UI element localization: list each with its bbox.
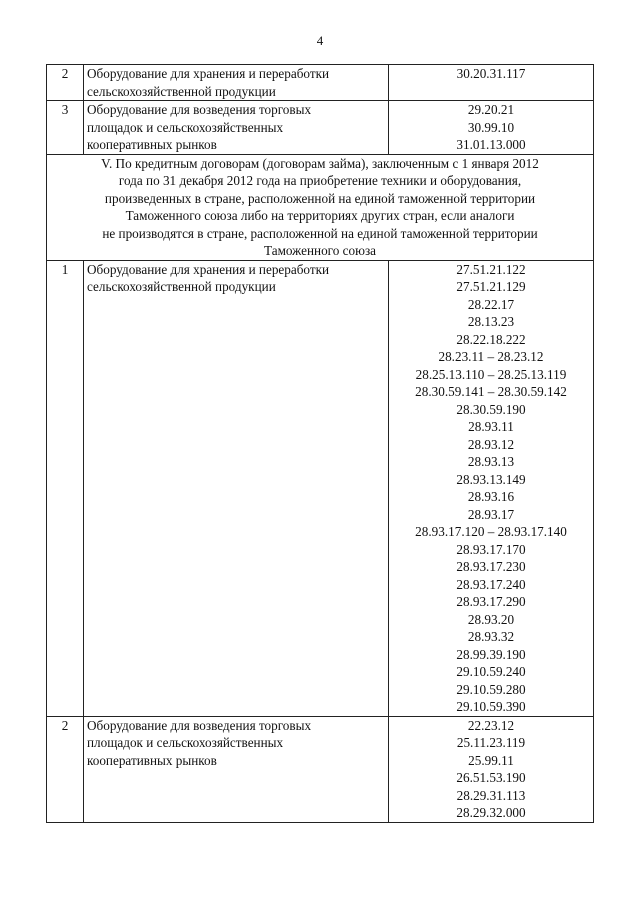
code: 28.30.59.141 – 28.30.59.142 <box>415 384 567 399</box>
description-line: Оборудование для хранения и переработки <box>87 66 330 81</box>
code: 28.29.31.113 <box>456 787 526 803</box>
row-number: 3 <box>47 101 84 155</box>
code: 28.93.11 <box>468 419 514 434</box>
code: 28.93.17.230 <box>456 559 526 574</box>
row-description <box>84 101 389 155</box>
equipment-table <box>46 64 594 823</box>
table-row <box>47 101 594 155</box>
row-codes <box>389 716 594 822</box>
code: 28.93.32 <box>467 629 515 644</box>
code: 28.93.12 <box>467 436 515 452</box>
code: 28.93.13.149 <box>456 471 526 487</box>
code: 22.23.12 <box>467 717 515 733</box>
code: 28.23.11 – 28.23.12 <box>438 349 544 364</box>
code: 28.30.59.190 <box>456 401 526 417</box>
code: 28.93.17.170 <box>456 541 526 557</box>
code: 28.93.17.120 – 28.93.17.140 <box>415 524 567 539</box>
description-line: площадок и сельскохозяйственных <box>87 735 284 750</box>
code: 28.13.23 <box>467 314 515 329</box>
code: 27.51.21.122 <box>456 261 526 277</box>
table-row <box>47 260 594 716</box>
code: 30.20.31.117 <box>456 66 526 81</box>
code: 25.11.23.119 <box>456 735 526 750</box>
code: 29.10.59.390 <box>456 699 526 714</box>
section-heading-line: не производятся в стране, расположенной на единой таможенной территории <box>102 225 538 241</box>
code: 28.93.20 <box>467 611 515 627</box>
code: 28.93.17.240 <box>456 576 526 592</box>
description-line: площадок и сельскохозяйственных <box>87 119 284 135</box>
section-heading-line: произведенных в стране, расположенной на единой таможенной территории <box>104 190 536 206</box>
description-line: сельскохозяйственной продукции <box>87 279 276 294</box>
section-heading-line: Таможенного союза <box>263 243 377 258</box>
code: 28.93.17 <box>467 506 515 522</box>
code: 28.99.39.190 <box>456 646 526 662</box>
description-line: сельскохозяйственной продукции <box>87 83 276 99</box>
table-row <box>47 716 594 822</box>
row-codes <box>389 260 594 716</box>
section-heading-line: года по 31 декабря 2012 года на приобретение техники и оборудования, <box>118 173 522 188</box>
code: 30.99.10 <box>467 119 515 135</box>
description-line: Оборудование для хранения и переработки <box>87 261 330 277</box>
code: 28.22.18.222 <box>456 331 526 347</box>
code: 28.25.13.110 – 28.25.13.119 <box>415 366 567 382</box>
code: 27.51.21.129 <box>456 279 526 294</box>
code: 25.99.11 <box>468 752 514 768</box>
section-heading-row <box>47 154 594 260</box>
description-line: кооперативных рынков <box>87 137 217 152</box>
code: 26.51.53.190 <box>456 770 526 785</box>
section-heading <box>47 154 594 260</box>
code: 28.29.32.000 <box>456 805 526 820</box>
description-line: Оборудование для возведения торговых <box>87 102 312 117</box>
row-number: 2 <box>47 716 84 822</box>
description-line: кооперативных рынков <box>87 752 217 768</box>
row-description <box>84 260 389 716</box>
section-heading-line: V. По кредитным договорам (договорам займа), заключенным с 1 января 2012 <box>101 155 539 171</box>
row-number: 2 <box>47 65 84 101</box>
table-row <box>47 65 594 101</box>
page-number: 4 <box>316 33 324 48</box>
row-description <box>84 716 389 822</box>
code: 29.10.59.240 <box>456 664 526 679</box>
code: 29.20.21 <box>467 102 515 117</box>
section-heading-line: Таможенного союза либо на территориях других стран, если аналоги <box>125 208 515 223</box>
code: 31.01.13.000 <box>456 137 526 152</box>
row-codes <box>389 101 594 155</box>
code: 28.93.16 <box>467 489 515 504</box>
code: 28.93.17.290 <box>456 594 526 609</box>
row-number: 1 <box>47 260 84 716</box>
row-description <box>84 65 389 101</box>
row-codes <box>389 65 594 101</box>
code: 28.22.17 <box>467 296 515 312</box>
code: 29.10.59.280 <box>456 681 526 697</box>
description-line: Оборудование для возведения торговых <box>87 717 312 733</box>
code: 28.93.13 <box>467 454 515 469</box>
